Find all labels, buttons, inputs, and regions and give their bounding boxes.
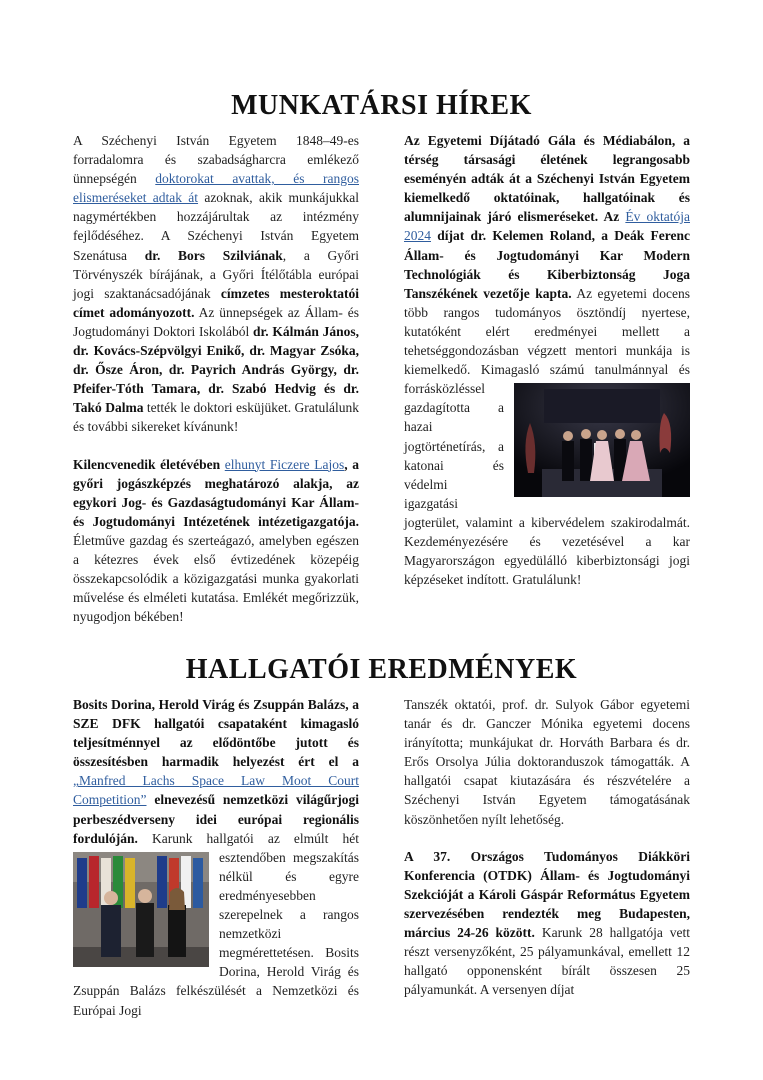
student-results-column-right [404,695,690,999]
paragraph-obituary: Kilencvenedik életévében elhunyt Ficzere Lajos, a győri jogászképzés meghatározó alakja, az egykori Jog- és Gazdaságtudományi Kar Állam- és Jogtudományi Intézetének intézetigazgatója. Életműve gazdag és szerteágazó, amelyben egészen a kétezres évek első évtizedének közepéig összekapcsolódik a közigazgatási munka gyakorlati művelése és elméleti kutatása. Emlékét megőrizzük, nyugodjon békében! [73,456,359,625]
link-doctors-ceremony[interactable]: doktorokat avattak, és rangos elismeréseket adtak át [73,171,359,206]
section-title-student-results: HALLGATÓI EREDMÉNYEK [185,654,578,685]
paragraph-moot-court: Bosits Dorina, Herold Virág és Zsuppán Balázs, a SZE DFK hallgatói csapataként kimagasló teljesítménnyel az elődöntőbe jutott és összesítésben harmadik helyezést ért el a „Manfred Lachs Space Law Moot Court Competition” elnevezésű nemzetközi világűrjogi perbeszédverseny idei európai regionális fordulóján. Karunk hallgatói az elmúlt hét esztendőben megszakítás nélkül és egyre eredményesebben szerepelnek a rangos nemzetközi megmérettetésen. Bosits Dorina, Herold Virág és Zsuppán Balázs felkészülését a Nemzetközi és Európai Jogi [73,697,359,1018]
staff-news-column-right [404,131,690,589]
link-obituary[interactable]: elhunyt Ficzere Lajos [224,456,345,472]
student-results-column-left [73,695,359,1020]
paragraph-otdk: A 37. Országos Tudományos Diákköri Konferencia (OTDK) Állam- és Jogtudományi Szekcióját a Károli Gáspár Református Egyetem szervezésében rendezték meg Budapesten, március 24-26 között. Karunk 28 hallgatója vett részt versenyzőként, 25 pályamunkával, emellett 12 hallgató opponensként bírált összesen 25 pályamunkát. A versenyen díjat [404,848,690,998]
paragraph-award-gala: Az Egyetemi Díjátadó Gála és Médiabálon, a térség társasági életének legrangosabb eseményén adták át a Széchenyi István Egyetem kiemelkedő oktatóinak, hallgatóinak és alumnijainak járó elismeréseket. Az Év oktatója 2024 díjat dr. Kelemen Roland, a Deák Ferenc Állam- és Jogtudományi Kar Modern Technológiák és Kiberbiztonság Joga Tanszékének vezetője kapta. Az egyetemi docens több rangos tudományos ösztöndíj nyertese, kutatóként elért eredményei mellett a tehetséggondozásban végzett mentori munkája is kiemelkedő. Kimagasló számú tanulmánnyal és forrásközléssel gazdagította a hazai jogtörténetírás, a katonai és védelmi igazgatási jogterület, valamint a kibervédelem szakirodalmát. Kezdeményezésére és vezetésével a kar Magyarországon egyedülálló kiberbiztonsági jogi képzéseket indított. Gratulálunk! [404,133,690,588]
link-teacher-of-year[interactable]: Év oktatója 2024 [404,209,690,244]
paragraph-team-support: Tanszék oktatói, prof. dr. Sulyok Gábor egyetemi tanár és dr. Ganczer Mónika egyetemi docens irányította; munkájukat dr. Horváth Barbara és dr. Erős Orsolya Júlia doktoranduszok támogatták. A hallgatói csapat kiutazására és részvételére a Széchenyi István Egyetem támogatásának köszönhetően nyílt lehetőség. [404,697,690,827]
moot-court-team-photo [73,852,209,967]
award-ceremony-photo [514,383,690,497]
staff-news-column-left [73,131,359,626]
link-moot-court[interactable]: „Manfred Lachs Space Law Moot Court Competition” [73,773,359,808]
paragraph-graduation: A Széchenyi István Egyetem 1848–49-es forradalomra és szabadságharcra emlékező ünnepségén doktorokat avattak, és rangos elismeréseket adtak át azoknak, akik munkájukkal nagymértékben hozzájárultak az intézmény fejlődéséhez. A Széchenyi István Egyetem Szenátusa dr. Bors Szilviának, a Győri Törvényszék bírájának, a Győri Ítélőtábla európai jogi szaktanácsadójának címzetes mesteroktatói címet adományozott. Az ünnepségek az Állam- és Jogtudományi Doktori Iskolából dr. Kálmán János, dr. Kovács-Szépvölgyi Enikő, dr. Magyar Zsóka, dr. Ősze Áron, dr. Payrich András György, dr. Pfeifer-Tóth Tamara, dr. Szabó Hedvig és dr. Takó Dalma tették le doktori esküjüket. Gratulálunk és további sikereket kívánunk! [73,133,360,435]
section-title-staff-news: MUNKATÁRSI HÍREK [231,90,532,121]
